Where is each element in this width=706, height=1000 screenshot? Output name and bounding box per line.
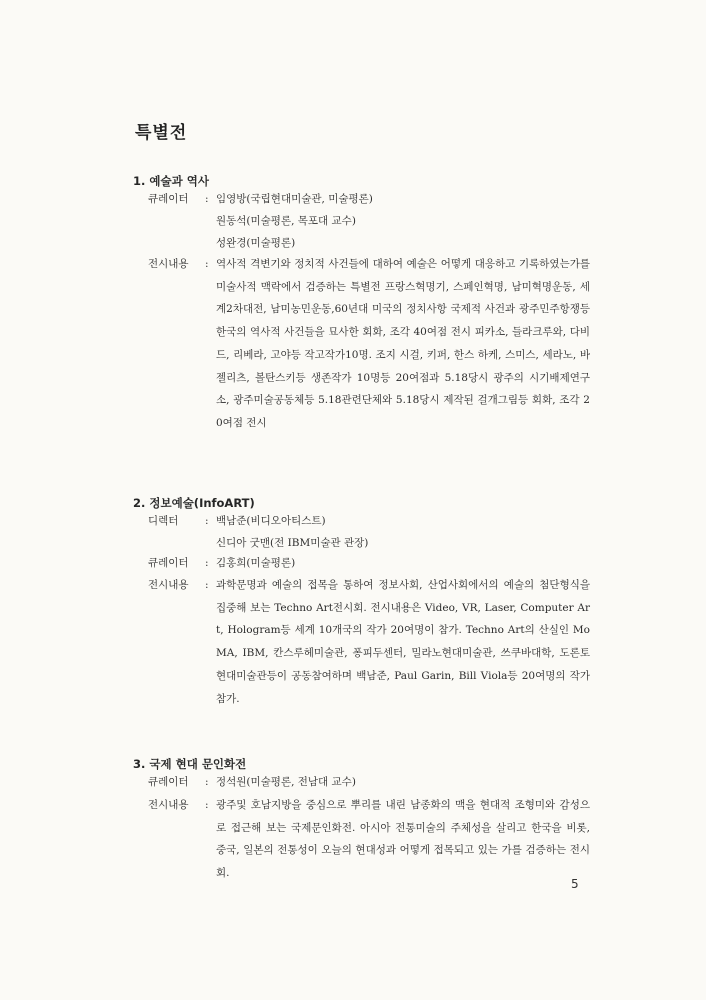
content-text: 과학문명과 예술의 접목을 통하여 정보사회, 산업사회에서의 예술의 첨단형식을 집중해 보는 Techno Art전시회. 전시내용은 Video, VR, Laser, Computer Art, Hologram등 세계 10개국의 작가 20여명이 참가. Techno Art의 산실인 MoMA, IBM, 칸스루헤미술관, 퐁피두센터, 밀라노현대미술관, 쓰쿠바대학, 도론토현대미술관등이 공동참여하며 백남준, Paul Garin, Bill Viola등 20여명의 작가 참가.	[216, 579, 590, 705]
director-value: 백남준(비디오아티스트)	[216, 515, 326, 527]
section-1-heading: 1. 예술과 역사	[133, 174, 209, 188]
curator-value: 정석원(미술평론, 전남대 교수)	[216, 776, 356, 788]
content-label: 전시내용	[148, 799, 189, 811]
section-3-heading: 3. 국제 현대 문인화전	[133, 757, 247, 771]
page-title: 특별전	[135, 123, 188, 143]
director-label: 디렉터	[148, 515, 179, 527]
curator-label: 큐레이터	[148, 557, 189, 569]
curator-label: 큐레이터	[148, 193, 189, 205]
content-text: 역사적 격변기와 정치적 사건들에 대하여 예술은 어떻게 대응하고 기록하였는가를 미술사적 맥락에서 검증하는 특별전 프랑스혁명기, 스페인혁명, 남미혁명운동, 세계2차대전, 남미농민운동,60년대 미국의 정치사항 국제적 사건과 광주민주항쟁등 한국의 역사적 사건들을 묘사한 회화, 조각 40여점 전시 피카소, 들라크루와, 다비드, 리베라, 고야등 작고작가10명. 조지 시걸, 키퍼, 한스 하케, 스미스, 세라노, 바젤리츠, 볼탄스키등 생존작가 10명등 20여점과 5.18당시 광주의 시기배제연구소, 광주미술공동체등 5.18관련단체와 5.18당시 제작된 걸개그림등 회화, 조각 20여점 전시	[216, 258, 590, 429]
director-value: 신디아 굿맨(전 IBM미술관 관장)	[216, 537, 369, 549]
section-2-heading: 2. 정보예술(InfoART)	[133, 496, 255, 510]
content-label: 전시내용	[148, 258, 189, 270]
curator-label: 큐레이터	[148, 776, 189, 788]
curator-value: 원동석(미술평론, 목포대 교수)	[216, 215, 356, 227]
content-text: 광주및 호남지방을 중심으로 뿌리를 내린 남종화의 맥을 현대적 조형미와 감성으로 접근해 보는 국제문인화전. 아시아 전통미술의 주체성을 살리고 한국을 비롯, 중국, 일본의 전통성이 오늘의 현대성과 어떻게 접목되고 있는 가를 검증하는 전시회.	[216, 799, 590, 880]
curator-value: 성완경(미술평론)	[216, 237, 296, 249]
curator-value: 김홍희(미술평론)	[216, 557, 296, 569]
page-number: 5	[571, 877, 579, 891]
curator-value: 임영방(국립현대미술관, 미술평론)	[216, 193, 373, 205]
content-label: 전시내용	[148, 579, 189, 591]
document-page: 특별전 1. 예술과 역사 큐레이터 : 임영방(국립현대미술관, 미술평론) 원동석(미술평론, 목포대 교수) 성완경(미술평론) 전시내용 : 역사적 격변기와 정치적 사건들에 대하여 예술은 어떻게 대응하고 기록하였는가를 미술사적 맥락에서 검증하는 특별전 프랑스혁명기, 스페인혁명, 남미혁명운동, 세계2차대전, 남미농민운동,60년대 미국의 정치사항 국제적 사건과 광주민주항쟁등 한국의 역사적 사건들을 묘사한 회화, 조각 40여점 전시 피카소, 들라크루와, 다비드, 리베라, 고야등 작고작가10명. 조지 시걸, 키퍼, 한스 하케, 스미스, 세라노, 바젤리츠, 볼탄스키등 생존작가 10명등 20여점과 5.18당시 광주의 시기배제연구소, 광주미술공동체등 5.18관련단체와 5.18당시 제작된 걸개그림등 회화, 조각 20여점 전시 2. 정보예술(InfoART) 디렉터 : 백남준(비디오아티스트) 신디아 굿맨(전 IBM미술관 관장) 큐레이터 : 김홍희(미술평론) 전시내용 : 과학문명과 예술의 접목을 통하여 정보사회, 산업사회에서의 예술의 첨단형식을 집중해 보는 Techno Art전시회. 전시내용은 Video, VR, Laser, Computer Art, Hologram등 세계 10개국의 작가 20여명이 참가. Techno Art의 산실인 MoMA, IBM, 칸스루헤미술관, 퐁피두센터, 밀라노현대미술관, 쓰쿠바대학, 도론토현대미술관등이 공동참여하며 백남준, Paul Garin, Bill Viola등 20여명의 작가 참가. 3. 국제 현대 문인화전 큐레이터 : 정석원(미술평론, 전남대 교수) 전시내용 : 광주및 호남지방을 중심으로 뿌리를 내린 남종화의 맥을 현대적 조형미와 감성으로 접근해 보는 국제문인화전. 아시아 전통미술의 주체성을 살리고 한국을 비롯, 중국, 일본의 전통성이 오늘의 현대성과 어떻게 접목되고 있는 가를 검증하는 전시회. 5	[0, 0, 706, 1000]
